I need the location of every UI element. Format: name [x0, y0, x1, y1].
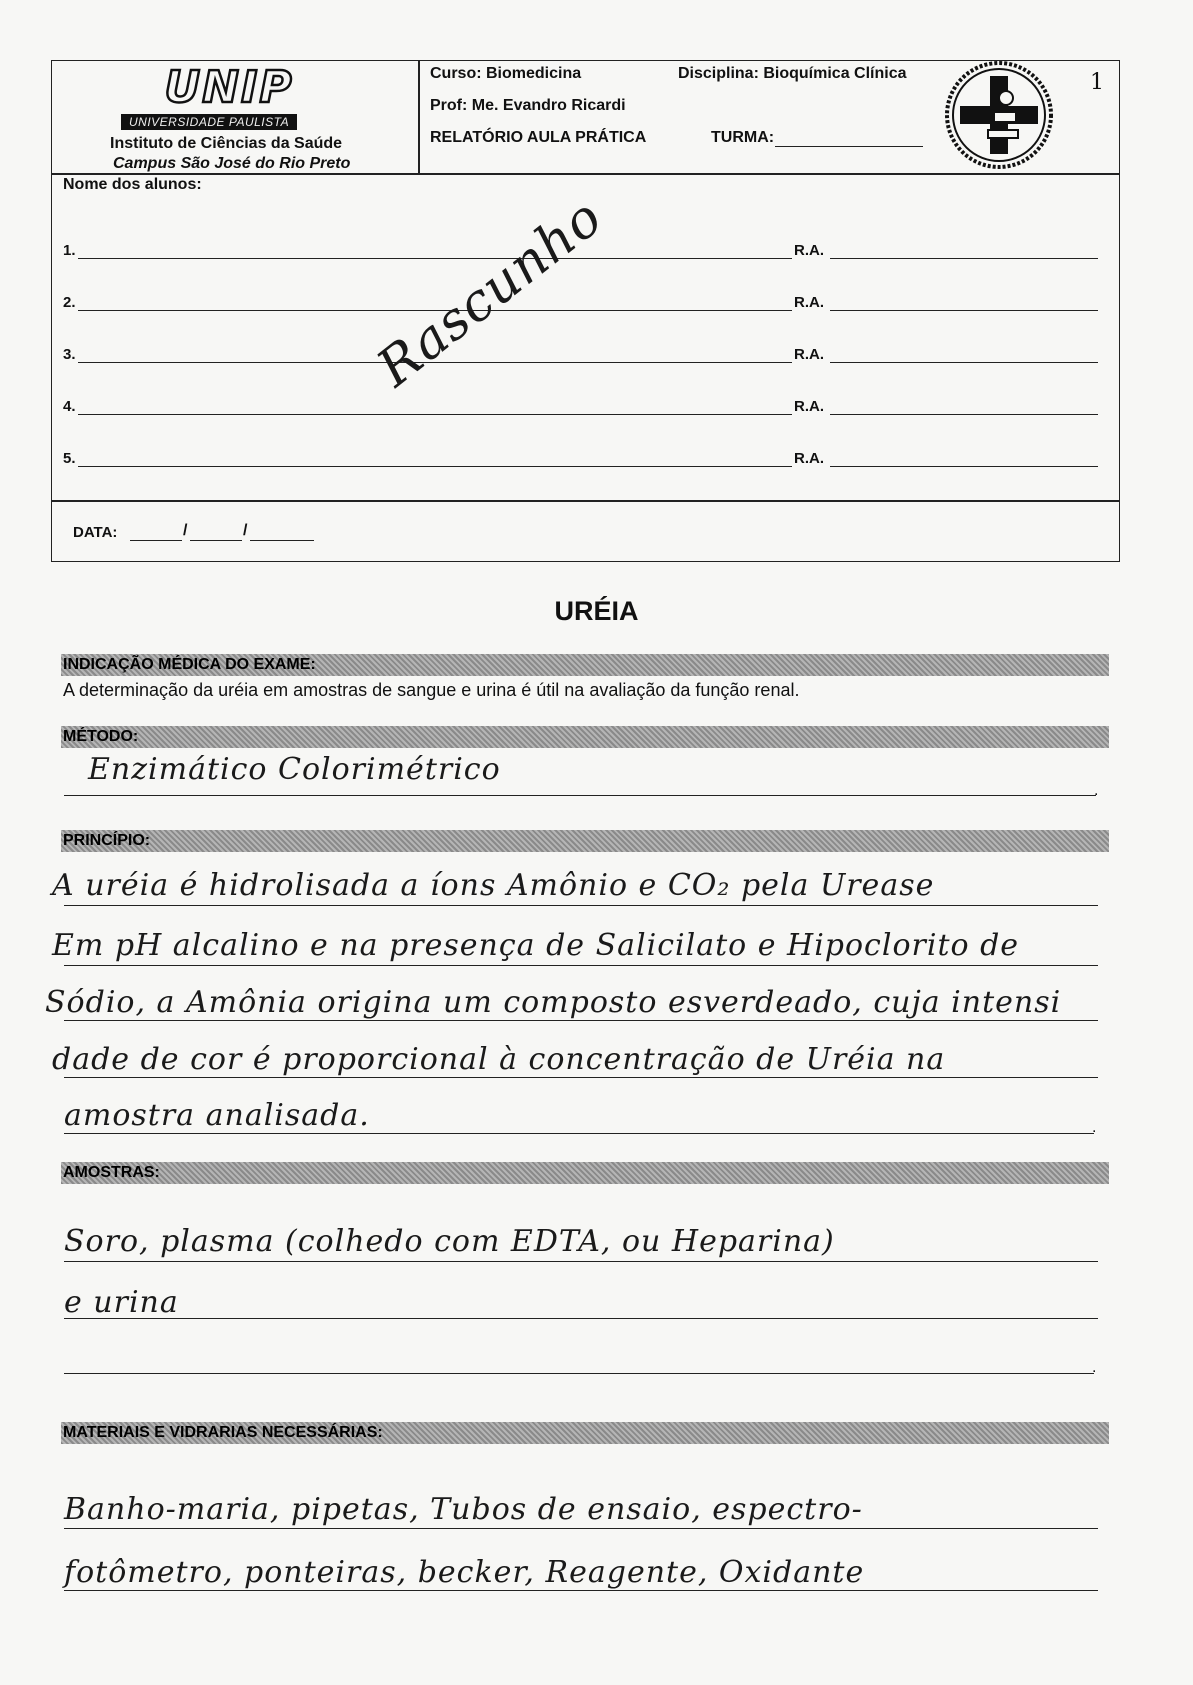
- amostras-handwritten-line: e urina: [64, 1285, 179, 1320]
- answer-line[interactable]: [64, 1590, 1098, 1591]
- answer-line[interactable]: [64, 1261, 1098, 1262]
- line-end-dot: .: [1092, 1359, 1097, 1376]
- student-name-field[interactable]: [78, 466, 792, 467]
- principio-handwritten-line: amostra analisada.: [64, 1098, 370, 1133]
- materiais-handwritten-line: fotômetro, ponteiras, becker, Reagente, Oxidante: [64, 1555, 865, 1590]
- metodo-handwritten: Enzimático Colorimétrico: [88, 752, 501, 787]
- date-separator: /: [243, 522, 248, 539]
- ra-label: R.A.: [794, 398, 824, 415]
- report-title-label: RELATÓRIO AULA PRÁTICA: [430, 129, 647, 146]
- answer-line[interactable]: [64, 795, 1096, 796]
- medical-seal-icon: [944, 60, 1054, 175]
- logo-subtitle: UNIVERSIDADE PAULISTA: [121, 114, 297, 130]
- section-header-metodo: MÉTODO:: [61, 726, 1109, 748]
- answer-line[interactable]: [64, 1133, 1094, 1134]
- institute-name: Instituto de Ciências da Saúde: [110, 135, 343, 152]
- ra-field[interactable]: [830, 362, 1098, 363]
- students-label: Nome dos alunos:: [63, 176, 202, 193]
- principio-handwritten-line: A uréia é hidrolisada a íons Amônio e CO₂ pela Urease: [52, 868, 935, 903]
- answer-line[interactable]: [64, 965, 1098, 966]
- principio-handwritten-line: Em pH alcalino e na presença de Salicilato e Hipoclorito de: [52, 928, 1020, 963]
- unip-logo: [140, 62, 318, 113]
- section-header-materiais: MATERIAIS E VIDRARIAS NECESSÁRIAS:: [61, 1422, 1109, 1444]
- answer-line[interactable]: [64, 1318, 1098, 1319]
- answer-line[interactable]: [64, 1077, 1098, 1078]
- date-rule: [51, 500, 1120, 502]
- principio-handwritten-line: Sódio, a Amônia origina um composto esverdeado, cuja intensi: [45, 985, 1062, 1020]
- ra-label: R.A.: [794, 294, 824, 311]
- student-number: 4.: [63, 398, 76, 415]
- ra-label: R.A.: [794, 450, 824, 467]
- ra-field[interactable]: [830, 258, 1098, 259]
- draft-handwritten-stamp: Rascunho: [366, 187, 614, 399]
- date-year-field[interactable]: [250, 540, 314, 541]
- course-label: Curso: Biomedicina: [430, 65, 582, 82]
- line-end-dot: .: [1092, 1119, 1097, 1136]
- student-number: 2.: [63, 294, 76, 311]
- amostras-handwritten-line: Soro, plasma (colhedo com EDTA, ou Heparina): [64, 1224, 835, 1259]
- page-title: URÉIA: [554, 596, 639, 626]
- ra-label: R.A.: [794, 242, 824, 259]
- header-divider: [418, 60, 420, 174]
- date-day-field[interactable]: [130, 540, 182, 541]
- campus-name: Campus São José do Rio Preto: [113, 155, 351, 172]
- logo-wordmark: UNIP: [164, 62, 294, 113]
- page-number: 1: [1090, 70, 1104, 95]
- section-header-principio: PRINCÍPIO:: [61, 830, 1109, 852]
- answer-line[interactable]: [64, 905, 1098, 906]
- ra-field[interactable]: [830, 310, 1098, 311]
- answer-line[interactable]: [64, 1528, 1098, 1529]
- student-number: 3.: [63, 346, 76, 363]
- answer-line[interactable]: [64, 1373, 1094, 1374]
- student-number: 1.: [63, 242, 76, 259]
- date-label: DATA:: [73, 524, 118, 541]
- discipline-label: Disciplina: Bioquímica Clínica: [678, 65, 907, 82]
- turma-label: TURMA:: [711, 129, 775, 146]
- student-name-field[interactable]: [78, 414, 792, 415]
- student-name-field[interactable]: [78, 258, 792, 259]
- principio-handwritten-line: dade de cor é proporcional à concentração de Uréia na: [52, 1042, 946, 1077]
- answer-line[interactable]: [64, 1020, 1098, 1021]
- ra-field[interactable]: [830, 466, 1098, 467]
- turma-line: [775, 146, 923, 147]
- professor-label: Prof: Me. Evandro Ricardi: [430, 97, 626, 114]
- section-header-amostras: AMOSTRAS:: [61, 1162, 1109, 1184]
- materiais-handwritten-line: Banho-maria, pipetas, Tubos de ensaio, espectro-: [64, 1492, 863, 1527]
- ra-field[interactable]: [830, 414, 1098, 415]
- date-month-field[interactable]: [190, 540, 242, 541]
- section-header-indicacao: INDICAÇÃO MÉDICA DO EXAME:: [61, 654, 1109, 676]
- student-number: 5.: [63, 450, 76, 467]
- ra-label: R.A.: [794, 346, 824, 363]
- date-separator: /: [183, 522, 188, 539]
- indicacao-text: A determinação da uréia em amostras de sangue e urina é útil na avaliação da função renal.: [63, 680, 800, 700]
- line-end-dot: .: [1094, 782, 1099, 799]
